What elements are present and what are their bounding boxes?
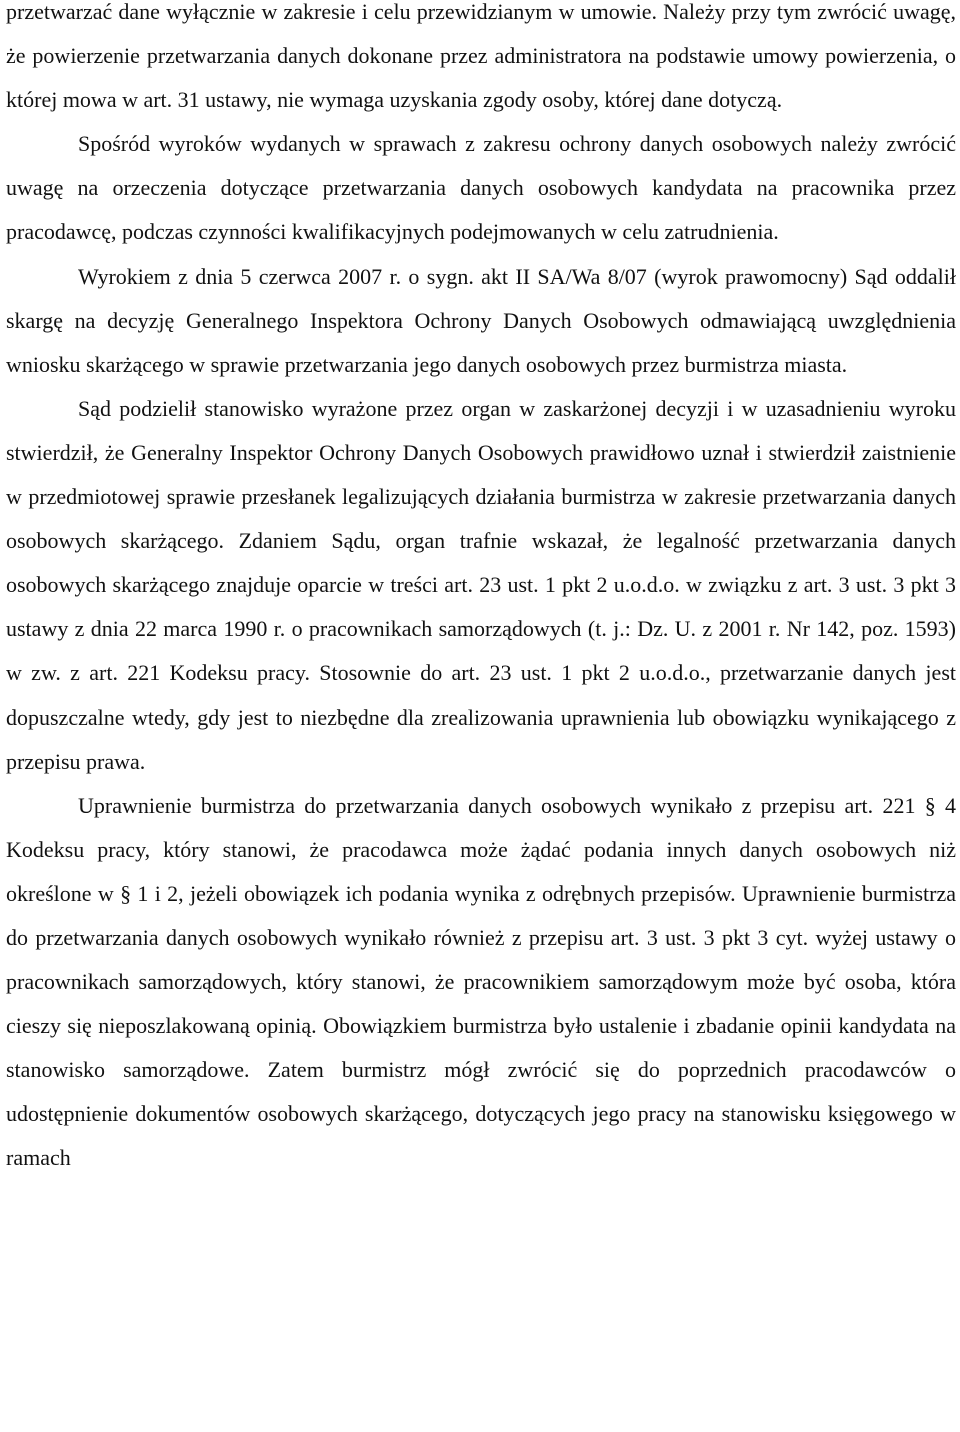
paragraph-ruling-2007: Wyrokiem z dnia 5 czerwca 2007 r. o sygn. akt II SA/Wa 8/07 (wyrok prawomocny) Sąd oddalił skargę na decyzję Generalnego Inspektora Ochrony Danych Osobowych odmawiającą uwzględnienia wniosku skarżącego w sprawie przetwarzania jego danych osobowych przez burmistrza miasta. bbox=[6, 263, 956, 377]
paragraph-rulings-intro: Spośród wyroków wydanych w sprawach z zakresu ochrony danych osobowych należy zwrócić uwagę na orzeczenia dotyczące przetwarzania danych osobowych kandydata na pracownika przez pracodawcę, podczas czynności kwalifikacyjnych podejmowanych w celu zatrudnienia. bbox=[6, 131, 956, 245]
paragraph-court-position: Sąd podzielił stanowisko wyrażone przez organ w zaskarżonej decyzji i w uzasadnieniu wyroku stwierdził, że Generalny Inspektor Ochrony Danych Osobowych prawidłowo uznał i stwierdził zaistnienie w przedmiotowej sprawie przesłanek legalizujących działania burmistrza w zakresie przetwarzania danych osobowych skarżącego. Zdaniem Sądu, organ trafnie wskazał, że legalność przetwarzania danych osobowych skarżącego znajduje oparcie w treści art. 23 ust. 1 pkt 2 u.o.d.o. w związku z art. 3 ust. 3 pkt 3 ustawy z dnia 22 marca 1990 r. o pracownikach samorządowych (t. j.: Dz. U. z 2001 r. Nr 142, poz. 1593) w zw. z art. 221 Kodeksu pracy. Stosownie do art. 23 ust. 1 pkt 2 u.o.d.o., przetwarzanie danych jest dopuszczalne wtedy, gdy jest to niezbędne dla zrealizowania uprawnienia lub obowiązku wynikającego z przepisu prawa. bbox=[6, 395, 956, 774]
paragraph-mayor-authority: Uprawnienie burmistrza do przetwarzania danych osobowych wynikało z przepisu art. 221 § 4 Kodeksu pracy, który stanowi, że pracodawca może żądać podania innych danych osobowych niż określone w § 1 i 2, jeżeli obowiązek ich podania wynika z odrębnych przepisów. Uprawnienie burmistrza do przetwarzania danych osobowych wynikało również z przepisu art. 3 ust. 3 pkt 3 cyt. wyżej ustawy o pracownikach samorządowych, który stanowi, że pracownikiem samorządowym może być osoba, która cieszy się nieposzlakowaną opinią. Obowiązkiem burmistrza było ustalenie i zbadanie opinii kandydata na stanowisko samorządowe. Zatem burmistrz mógł zwrócić się do poprzednich pracodawców o udostępnienie dokumentów osobowych skarżącego, dotyczących jego pracy na stanowisku księgowego w ramach bbox=[6, 792, 956, 1171]
paragraph-continuation: przetwarzać dane wyłącznie w zakresie i celu przewidzianym w umowie. Należy przy tym zwrócić uwagę, że powierzenie przetwarzania danych dokonane przez administratora na podstawie umowy powierzenia, o której mowa w art. 31 ustawy, nie wymaga uzyskania zgody osoby, której dane dotyczą. bbox=[6, 0, 956, 113]
